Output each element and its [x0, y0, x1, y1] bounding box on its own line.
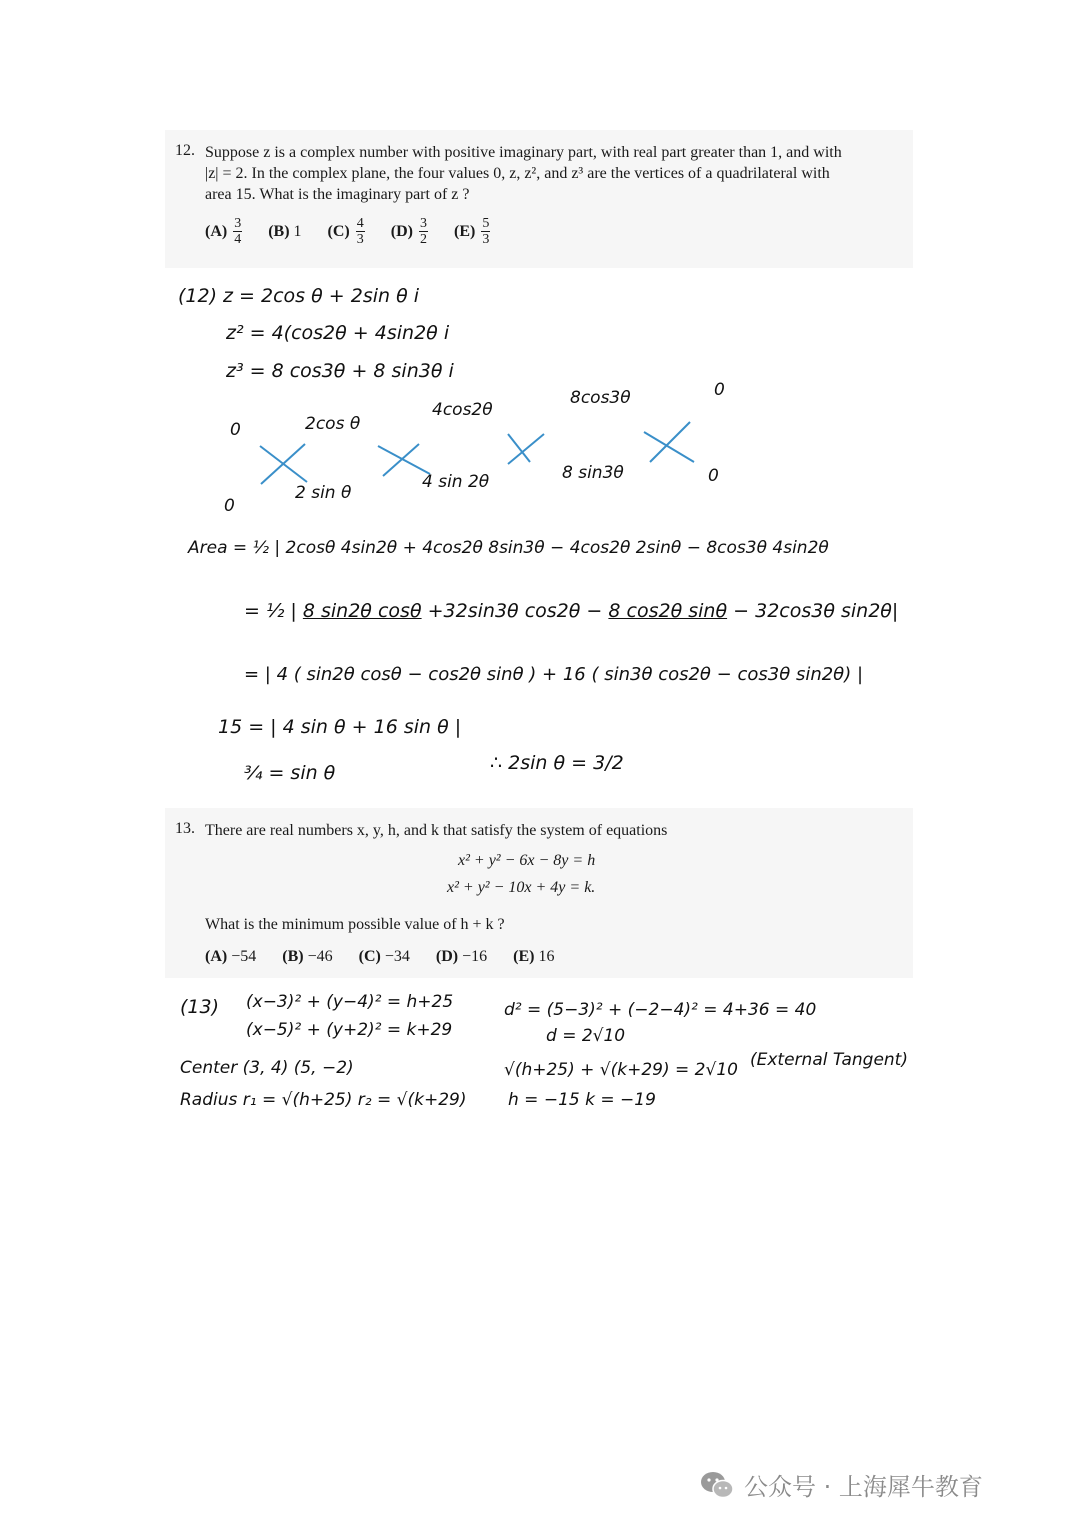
hw13-d1: d² = (5−3)² + (−2−4)² = 4+36 = 40 [504, 1000, 817, 1020]
cross-mark-3 [500, 430, 550, 470]
question-13-line-2: What is the minimum possible value of h + k ? [205, 916, 505, 933]
hw13-radius: Radius r₁ = √(h+25) r₂ = √(k+29) [180, 1090, 467, 1110]
hw13-d3: √(h+25) + √(k+29) = 2√10 [504, 1060, 738, 1080]
choice-b-value: 1 [293, 222, 302, 240]
hw12-area-4: 15 = | 4 sin θ + 16 sin θ | [218, 716, 462, 738]
grid-bottom-3: 4 sin 2θ [422, 472, 490, 492]
wechat-icon [700, 1470, 734, 1500]
question-13-line-1: There are real numbers x, y, h, and k that satisfy the system of equations [205, 822, 668, 839]
hw13-eq-a: (x−3)² + (y−4)² = h+25 [246, 992, 454, 1012]
choice-13-c: (C) −34 [358, 948, 410, 965]
choice-b [268, 223, 301, 241]
grid-top-2: 2cos θ [305, 414, 361, 434]
choice-d-label: (D) [390, 222, 413, 240]
choice-e-fraction: $\frac{5}{3}$ [482, 216, 490, 247]
question-12-number: 12. [175, 142, 195, 159]
grid-top-5: 0 [714, 380, 725, 400]
question-13-box [165, 808, 913, 978]
hw13-d3-note: (External Tangent) [750, 1050, 908, 1070]
question-12-choices [205, 216, 516, 247]
question-12-line-2: |z| = 2. In the complex plane, the four values 0, z, z², and z³ are the vertices of a quadrilateral with [205, 165, 830, 182]
choice-d-fraction: $\frac{3}{2}$ [419, 216, 427, 247]
hw12-area-6: ∴ 2sin θ = 3/2 [490, 752, 624, 774]
question-13-number: 13. [175, 820, 195, 837]
question-12-line-3: area 15. What is the imaginary part of z ? [205, 186, 470, 203]
hw13-d2: d = 2√10 [546, 1026, 626, 1046]
hw13-d4: h = −15 k = −19 [508, 1090, 656, 1110]
cross-mark-4 [640, 418, 700, 468]
question-12-line-1: Suppose z is a complex number with positive imaginary part, with real part greater than 1, and with [205, 144, 842, 161]
choice-e [454, 216, 490, 247]
choice-a [205, 216, 242, 247]
equation-1: x² + y² − 6x − 8y = h [458, 852, 596, 869]
hw13-center: Center (3, 4) (5, −2) [180, 1058, 354, 1078]
cross-mark-1 [255, 438, 315, 488]
choice-13-e: (E) 16 [513, 948, 555, 965]
hw12-line-3: z³ = 8 cos3θ + 8 sin3θ i [226, 360, 454, 382]
question-12-box [165, 130, 913, 268]
hw13-eq-b: (x−5)² + (y+2)² = k+29 [246, 1020, 453, 1040]
watermark [700, 1467, 983, 1502]
choice-a-label: (A) [205, 222, 228, 240]
grid-top-1: 0 [230, 420, 241, 440]
question-13-choices [205, 948, 580, 966]
hw12-line-2: z² = 4(cos2θ + 4sin2θ i [226, 322, 450, 344]
underlined-term-1: 8 sin2θ cosθ [302, 600, 422, 622]
choice-b-label: (B) [268, 222, 290, 240]
grid-bottom-2: 2 sin θ [295, 483, 352, 503]
choice-c-label: (C) [327, 222, 350, 240]
grid-bottom-1: 0 [224, 496, 235, 516]
choice-a-fraction: $\frac{3}{4}$ [234, 216, 242, 247]
equation-2: x² + y² − 10x + 4y = k. [447, 879, 596, 896]
watermark-text: 公众号 · 上海犀牛教育 [744, 1473, 983, 1501]
choice-13-b: (B) −46 [282, 948, 333, 965]
grid-bottom-4: 8 sin3θ [562, 463, 624, 483]
choice-13-a: (A) −54 [205, 948, 257, 965]
hw13-tag: (13) [180, 996, 220, 1018]
grid-top-4: 8cos3θ [570, 388, 631, 408]
choice-c [328, 216, 365, 247]
hw12-area-2: = ½ | 8 sin2θ cosθ +32sin3θ cos2θ − 8 cos2θ sinθ − 32cos3θ sin2θ| [244, 600, 899, 622]
choice-13-d: (D) −16 [435, 948, 488, 965]
grid-bottom-5: 0 [708, 466, 719, 486]
underlined-term-2: 8 cos2θ sinθ [608, 600, 728, 622]
hw12-area-5: ¾ = sin θ [244, 762, 336, 784]
choice-c-fraction: $\frac{4}{3}$ [356, 216, 364, 247]
hw12-area-3: = | 4 ( sin2θ cosθ − cos2θ sinθ ) + 16 ( sin3θ cos2θ − cos3θ sin2θ) | [244, 664, 864, 685]
cross-mark-2 [375, 440, 435, 480]
hw12-area-1: Area = ½ | 2cosθ 4sin2θ + 4cos2θ 8sin3θ − 4cos2θ 2sinθ − 8cos3θ 4sin2θ [188, 538, 829, 558]
grid-top-3: 4cos2θ [432, 400, 493, 420]
choice-d [391, 216, 428, 247]
hw12-line-1: (12) z = 2cos θ + 2sin θ i [178, 285, 420, 307]
choice-e-label: (E) [453, 222, 476, 240]
